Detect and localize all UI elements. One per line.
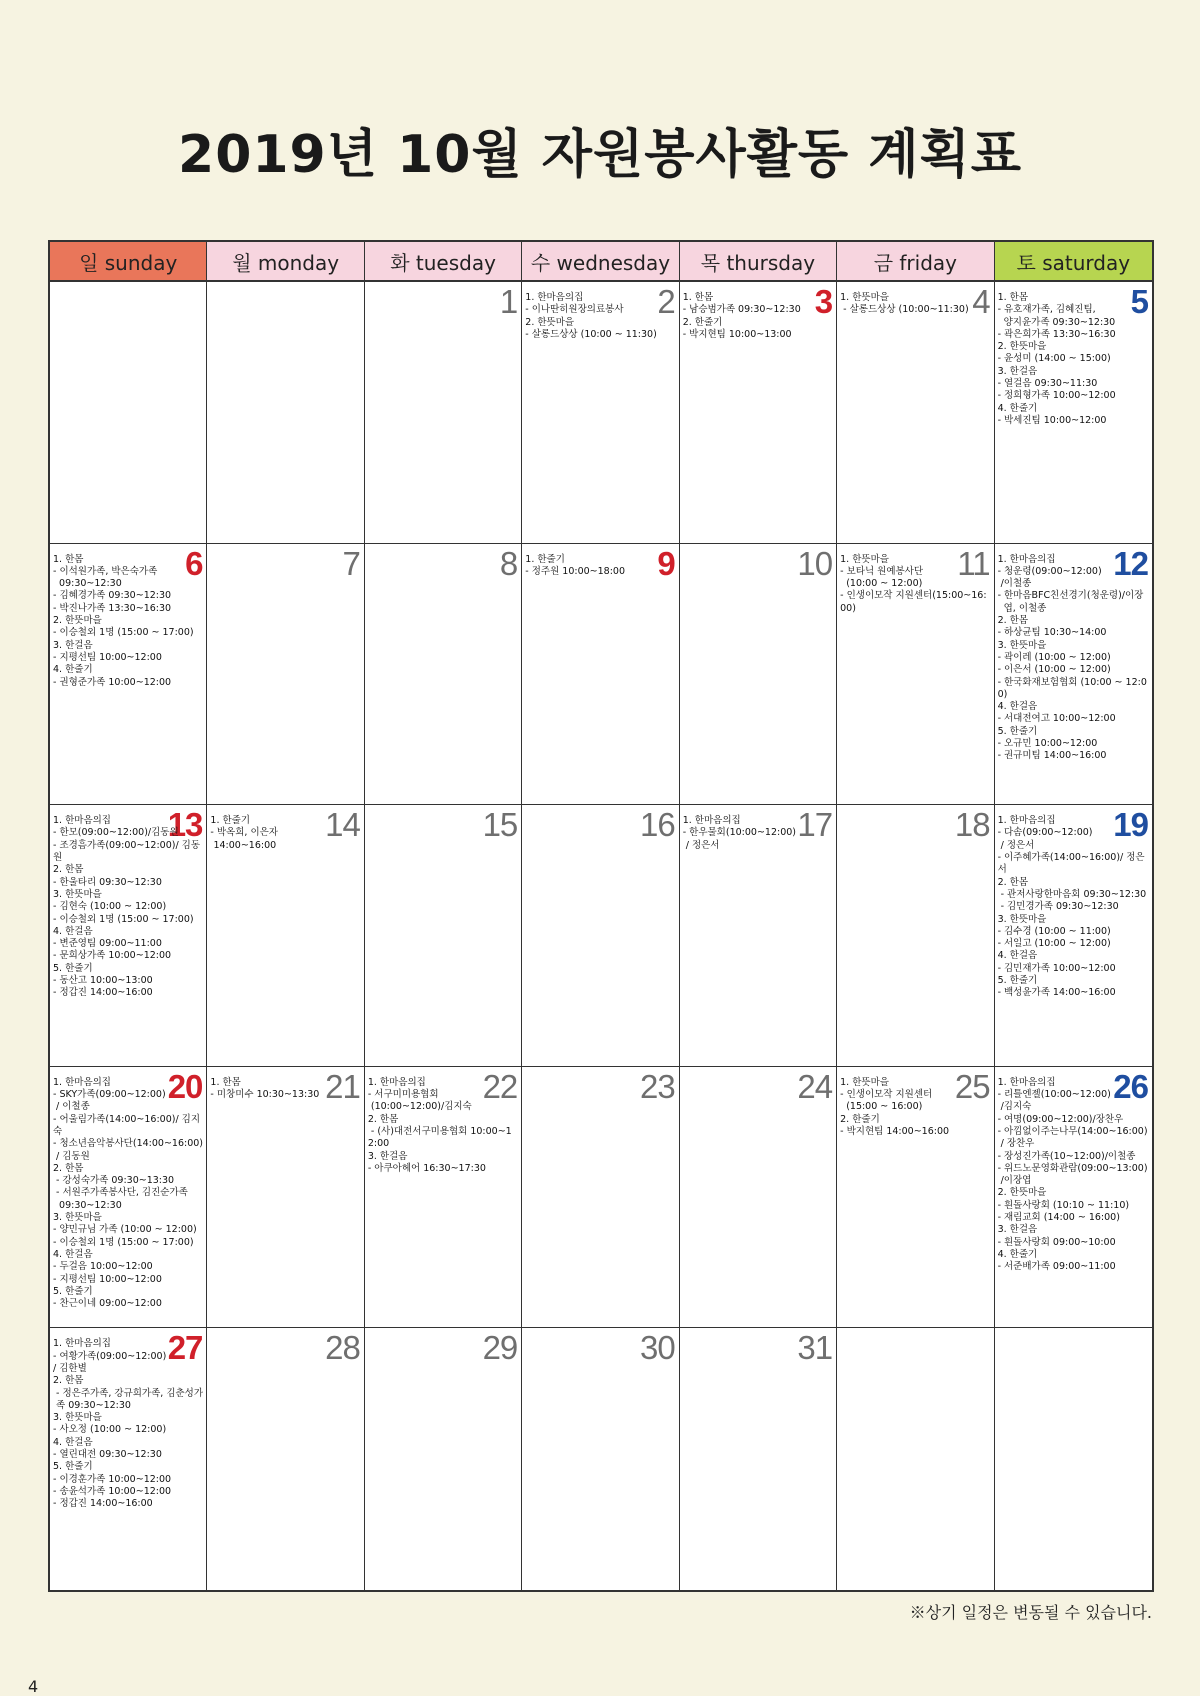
day-events: 1. 한마음의집 - 한우물회(10:00~12:00) / 정은서 [682,815,796,851]
day-events: 1. 한줄기 - 박옥희, 이은자 14:00~16:00 [210,815,278,851]
day-events: 1. 한뜻마을 - 살롱드상상 (10:00~11:30) [840,292,969,316]
day-events: 1. 한줄기 - 정주원 10:00~18:00 [525,553,625,577]
day-number: 27 [167,1329,203,1367]
day-number: 25 [954,1067,990,1105]
page-number: 4 [28,1677,39,1696]
calendar-day-cell [50,282,207,544]
day-number: 29 [482,1329,518,1367]
day-events: 1. 한마음의집 - 리틀엔젤(10:00~12:00) /김지숙 - 여명(09:00~12:00)/장찬우 - 아낌없이주는나무(14:00~16:00) / 장찬우 - 장성진가족(10~12:00)/이철종 - 위드노문영화관람(09:00~13:00) /이장엽 2. 한뜻마을 - 흰돌사랑회 (10:10 ~ 11:10) - 재림교회 (14:00 ~ 16:00) 3. 한걸음 - 흰돌사랑회 09:00~10:00 4. 한줄기 - 서준배가족 09:00~11:00 [997,1076,1148,1273]
day-number: 8 [499,544,518,582]
calendar-day-cell [207,1067,364,1329]
day-events: 1. 한몸 - 미창미수 10:30~13:30 [210,1076,320,1101]
calendar-day-cell [522,544,679,806]
calendar-day-cell [995,1067,1152,1329]
calendar-day-cell [207,805,364,1067]
calendar-day-cell [995,1328,1152,1590]
day-number: 3 [814,283,833,320]
calendar-day-cell [522,1067,679,1329]
day-number: 20 [167,1067,203,1105]
day-events: 1. 한몸 - 이석원가족, 박은숙가족 09:30~12:30 - 김혜경가족 09:30~12:30 - 박진나가족 13:30~16:30 2. 한뜻마을 - 이승철외 1명 (15:00 ~ 17:00) 3. 한걸음 - 지평선팀 10:00~12:00 4. 한줄기 - 권형준가족 10:00~12:00 [53,553,194,688]
calendar-day-cell [365,282,522,544]
day-number: 10 [797,544,833,582]
day-number: 4 [972,283,990,320]
day-number: 19 [1113,806,1148,844]
day-events: 1. 한몸 - 남승범가족 09:30~12:30 2. 한줄기 - 박지현팀 10:00~13:00 [682,292,801,340]
day-number: 13 [167,806,203,844]
calendar-day-cell [837,805,994,1067]
day-events: 1. 한몸 - 유호재가족, 김혜진팀, 양지윤가족 09:30~12:30 - 곽은희가족 13:30~16:30 2. 한뜻마을 - 윤성미 (14:00 ~ 15:00) 3. 한걸음 - 열걸음 09:30~11:30 - 정희형가족 10:00~12:00 4. 한줄기 - 박세진팀 10:00~12:00 [997,292,1116,426]
calendar-day-cell [680,1328,837,1590]
day-events: 1. 한마음의집 - 이나딴히원장의료봉사 2. 한뜻마을 - 살롱드상상 (10:00 ~ 11:30) [525,292,657,340]
calendar-day-cell [995,544,1152,806]
day-number: 9 [657,544,675,582]
calendar-day-cell [365,1067,522,1329]
day-events: 1. 한마음의집 - SKY가족(09:00~12:00) / 이철종 - 어울림가족(14:00~16:00)/ 김지숙 - 청소년음악봉사단(14:00~16:00) / 김동원 2. 한몸 - 강성숙가족 09:30~13:30 - 서원주가족봉사단, 김진순가족 09:30~12:30 3. 한뜻마을 - 양민규님 가족 (10:00 ~ 12:00) - 이승철외 1명 (15:00 ~ 17:00) 4. 한걸음 - 두걸음 10:00~12:00 - 지평선팀 10:00~12:00 5. 한줄기 - 찬근이네 09:00~12:00 [53,1076,203,1310]
day-number: 16 [639,806,675,844]
day-number: 30 [639,1329,675,1367]
day-events: 1. 한뜻마을 - 보타닉 원예봉사단 (10:00 ~ 12:00) - 인생이모작 지원센터(15:00~16:00) [840,553,987,614]
calendar-day-cell [680,1067,837,1329]
day-number: 14 [325,806,360,844]
day-number: 17 [797,806,833,844]
day-number: 7 [342,544,360,582]
calendar-day-cell [207,282,364,544]
day-events: 1. 한뜻마을 - 인생이모작 지원센터 (15:00 ~ 16:00) 2. 한줄기 - 박지현팀 14:00~16:00 [840,1076,950,1137]
schedule-change-note: ※상기 일정은 변동될 수 있습니다. [909,1603,1152,1622]
calendar-day-cell [680,282,837,544]
day-number: 6 [185,544,203,582]
calendar-day-cell [680,544,837,806]
calendar-day-cell [837,1067,994,1329]
calendar-day-cell [522,282,679,544]
weekday-header-thursday: 목 thursday [680,242,837,282]
calendar-day-cell [680,805,837,1067]
day-number: 24 [797,1067,833,1105]
weekday-header-saturday: 토 saturday [995,242,1152,282]
weekday-header-friday: 금 friday [837,242,994,282]
calendar-day-cell [207,1328,364,1590]
day-number: 11 [957,544,990,582]
calendar-day-cell [50,1067,207,1329]
calendar-day-cell [995,282,1152,544]
calendar-day-cell [50,544,207,806]
day-number: 22 [482,1067,518,1105]
day-number: 2 [657,283,675,320]
weekday-header-wednesday: 수 wednesday [522,242,679,282]
day-number: 1 [499,283,518,320]
day-number: 21 [325,1067,360,1105]
day-events: 1. 한마음의집 - 청운령(09:00~12:00) /이철종 - 한마음BFC친선경기(청운령)/이장 엽, 이철종 2. 한몸 - 하상균팀 10:30~14:00 3. 한뜻마을 - 곽이레 (10:00 ~ 12:00) - 이은서 (10:00 ~ 12:00) - 한국화재보험협회 (10:00 ~ 12:00) 4. 한걸음 - 서대전여고 10:00~12:00 5. 한줄기 - 오규민 10:00~12:00 - 권규미팀 14:00~16:00 [997,553,1147,762]
calendar-day-cell [207,544,364,806]
day-events: 1. 한마음의집 - 한모(09:00~12:00)/김동원 - 조경흠가족(09:00~12:00)/ 김동원 2. 한몸 - 한울타리 09:30~12:30 3. 한뜻마을 - 김현숙 (10:00 ~ 12:00) - 이승철외 1명 (15:00 ~ 17:00) 4. 한걸음 - 변준영팀 09:00~11:00 - 문희상가족 10:00~12:00 5. 한줄기 - 동산고 10:00~13:00 - 정갑진 14:00~16:00 [53,815,201,999]
calendar-day-cell [365,805,522,1067]
day-number: 23 [639,1067,675,1105]
calendar-day-cell [50,1328,207,1590]
day-number: 18 [954,806,990,844]
page-title: 2019년 10월 자원봉사활동 계획표 [178,125,1022,185]
calendar-day-cell [50,805,207,1067]
weekday-header-sunday: 일 sunday [50,242,207,282]
calendar-day-cell [522,805,679,1067]
calendar-day-cell [995,805,1152,1067]
weekday-header-tuesday: 화 tuesday [365,242,522,282]
day-number: 5 [1130,283,1148,320]
calendar-day-cell [837,282,994,544]
calendar-day-cell [837,544,994,806]
calendar-day-cell [522,1328,679,1590]
calendar-day-cell [365,1328,522,1590]
day-number: 26 [1113,1067,1148,1105]
day-events: 1. 한마음의집 - 다솜(09:00~12:00) / 정은서 - 이주혜가족(14:00~16:00)/ 정은서 2. 한몸 - 관저사랑한마음회 09:30~12:30 - 김민경가족 09:30~12:30 3. 한뜻마을 - 김수경 (10:00 ~ 11:00) - 서일고 (10:00 ~ 12:00) 4. 한걸음 - 김민재가족 10:00~12:00 5. 한줄기 - 백성윤가족 14:00~16:00 [997,815,1147,999]
calendar-day-cell [365,544,522,806]
day-number: 28 [325,1329,360,1367]
day-number: 12 [1113,544,1148,582]
weekday-header-monday: 월 monday [207,242,364,282]
day-number: 31 [797,1329,833,1367]
day-number: 15 [482,806,518,844]
calendar-grid [48,240,1154,1592]
day-events: 1. 한마음의집 - 여황가족(09:00~12:00) / 김한별 2. 한몸 - 정은주가족, 강규희가족, 김춘성가 족 09:30~12:30 3. 한뜻마을 - 사오정 (10:00 ~ 12:00) 4. 한걸음 - 열린대전 09:30~12:30 5. 한줄기 - 이경훈가족 10:00~12:00 - 송윤석가족 10:00~12:00 - 정갑진 14:00~16:00 [53,1338,204,1510]
calendar-day-cell [837,1328,994,1590]
day-events: 1. 한마음의집 - 서구미미용협회 (10:00~12:00)/김지숙 2. 한몸 - (사)대전서구미용협회 10:00~12:00 3. 한걸음 - 아쿠아헤어 16:30~17:30 [367,1076,512,1174]
